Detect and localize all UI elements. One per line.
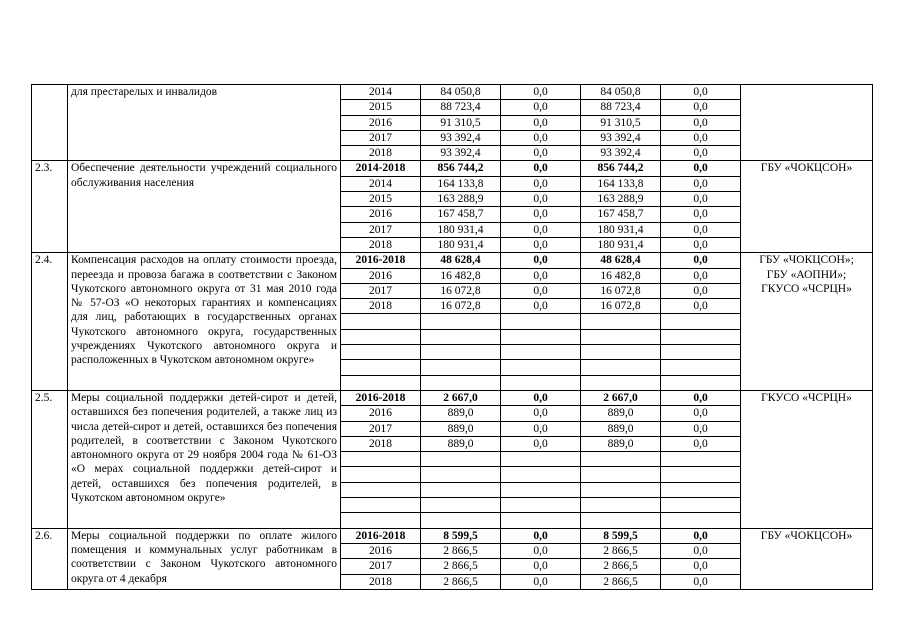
year-cell: 2015 [341,100,421,115]
year-cell: 2016 [341,115,421,130]
regional-cell: 856 744,2 [581,161,661,176]
total-cell: 164 133,8 [421,176,501,191]
year-cell: 2014-2018 [341,161,421,176]
regional-cell: 889,0 [581,406,661,421]
other-cell [661,345,741,360]
year-cell: 2016 [341,268,421,283]
regional-cell: 8 599,5 [581,528,661,543]
year-cell [341,375,421,390]
other-cell: 0,0 [661,207,741,222]
other-cell: 0,0 [661,100,741,115]
federal-cell: 0,0 [501,574,581,589]
section-number [32,85,68,161]
year-cell [341,467,421,482]
total-cell [421,498,501,513]
total-cell [421,452,501,467]
federal-cell [501,329,581,344]
regional-cell [581,329,661,344]
year-cell: 2018 [341,237,421,252]
federal-cell: 0,0 [501,528,581,543]
regional-cell: 889,0 [581,436,661,451]
year-cell: 2015 [341,192,421,207]
federal-cell: 0,0 [501,559,581,574]
total-cell [421,482,501,497]
total-cell: 84 050,8 [421,85,501,100]
regional-cell [581,452,661,467]
regional-cell: 93 392,4 [581,130,661,145]
section-number: 2.6. [32,528,68,589]
other-cell: 0,0 [661,406,741,421]
federal-cell [501,513,581,528]
year-cell: 2016 [341,207,421,222]
regional-cell: 2 866,5 [581,543,661,558]
federal-cell: 0,0 [501,222,581,237]
federal-cell: 0,0 [501,237,581,252]
total-cell: 2 866,5 [421,543,501,558]
federal-cell: 0,0 [501,192,581,207]
other-cell: 0,0 [661,192,741,207]
total-cell [421,467,501,482]
responsible-line: ГКУСО «ЧСРЦН» [761,282,852,295]
total-cell: 93 392,4 [421,130,501,145]
total-cell: 856 744,2 [421,161,501,176]
responsible-line: ГБУ «АОПНИ»; [766,268,847,281]
section-description: для престарелых и инвалидов [68,85,341,161]
regional-cell [581,467,661,482]
other-cell: 0,0 [661,85,741,100]
total-cell: 167 458,7 [421,207,501,222]
regional-cell: 88 723,4 [581,100,661,115]
federal-cell: 0,0 [501,146,581,161]
other-cell: 0,0 [661,436,741,451]
federal-cell: 0,0 [501,283,581,298]
total-cell: 93 392,4 [421,146,501,161]
year-cell: 2016-2018 [341,528,421,543]
total-cell: 2 866,5 [421,574,501,589]
regional-cell: 16 072,8 [581,283,661,298]
responsible-executor [741,253,873,391]
regional-cell: 93 392,4 [581,146,661,161]
other-cell: 0,0 [661,528,741,543]
year-cell [341,513,421,528]
year-cell: 2018 [341,436,421,451]
regional-cell: 2 667,0 [581,390,661,405]
federal-cell: 0,0 [501,421,581,436]
total-cell: 91 310,5 [421,115,501,130]
federal-cell [501,360,581,375]
total-cell [421,345,501,360]
other-cell: 0,0 [661,130,741,145]
year-cell [341,498,421,513]
section-description: Меры социальной поддержки детей-сирот и детей, оставшихся без попечения родителей, а также лиц из числа детей-сирот и детей, оставшихся без попечения родителей, в соответствии с Законом Чукотского автономного округа от 29 ноября 2004 года № 61-ОЗ «О мерах социальной поддержки детей-сирот и детей, оставшихся без попечения родителей, в Чукотском автономном округе» [68,390,341,528]
other-cell [661,482,741,497]
federal-cell: 0,0 [501,176,581,191]
table-row [32,85,873,100]
regional-cell [581,375,661,390]
other-cell: 0,0 [661,268,741,283]
responsible-line: ГБУ «ЧОКЦСОН»; [759,254,854,267]
other-cell [661,452,741,467]
federal-cell: 0,0 [501,253,581,268]
other-cell [661,360,741,375]
other-cell: 0,0 [661,543,741,558]
year-cell: 2016-2018 [341,253,421,268]
other-cell [661,513,741,528]
year-cell [341,452,421,467]
responsible-line: ГКУСО «ЧСРЦН» [761,391,852,404]
year-cell: 2017 [341,283,421,298]
year-cell: 2018 [341,299,421,314]
federal-cell [501,375,581,390]
federal-cell: 0,0 [501,299,581,314]
regional-cell: 164 133,8 [581,176,661,191]
total-cell [421,513,501,528]
year-cell: 2018 [341,574,421,589]
total-cell: 180 931,4 [421,222,501,237]
federal-cell: 0,0 [501,390,581,405]
regional-cell: 163 288,9 [581,192,661,207]
total-cell: 889,0 [421,436,501,451]
year-cell: 2017 [341,421,421,436]
regional-cell: 48 628,4 [581,253,661,268]
total-cell [421,360,501,375]
other-cell: 0,0 [661,115,741,130]
year-cell [341,329,421,344]
responsible-executor [741,161,873,253]
year-cell: 2014 [341,176,421,191]
federal-cell [501,345,581,360]
year-cell: 2016 [341,406,421,421]
regional-cell [581,482,661,497]
other-cell: 0,0 [661,421,741,436]
regional-cell [581,498,661,513]
federal-cell [501,452,581,467]
table-row [32,390,873,405]
federal-cell: 0,0 [501,268,581,283]
table-row [32,253,873,268]
federal-cell: 0,0 [501,543,581,558]
other-cell [661,467,741,482]
responsible-line: ГБУ «ЧОКЦСОН» [760,529,853,542]
federal-cell: 0,0 [501,207,581,222]
regional-cell [581,345,661,360]
other-cell [661,498,741,513]
year-cell: 2014 [341,85,421,100]
table-row [32,161,873,176]
responsible-executor [741,528,873,589]
federal-cell: 0,0 [501,85,581,100]
other-cell: 0,0 [661,253,741,268]
regional-cell: 2 866,5 [581,559,661,574]
total-cell: 889,0 [421,406,501,421]
total-cell [421,375,501,390]
responsible-line: ГБУ «ЧОКЦСОН» [760,162,853,175]
year-cell [341,482,421,497]
year-cell: 2017 [341,222,421,237]
other-cell: 0,0 [661,222,741,237]
regional-cell: 180 931,4 [581,222,661,237]
budget-table [31,84,873,590]
year-cell: 2016 [341,543,421,558]
regional-cell [581,513,661,528]
regional-cell: 180 931,4 [581,237,661,252]
regional-cell: 2 866,5 [581,574,661,589]
regional-cell: 167 458,7 [581,207,661,222]
total-cell [421,329,501,344]
year-cell: 2016-2018 [341,390,421,405]
total-cell: 48 628,4 [421,253,501,268]
other-cell: 0,0 [661,146,741,161]
responsible-executor [741,390,873,528]
regional-cell: 91 310,5 [581,115,661,130]
federal-cell [501,498,581,513]
total-cell: 163 288,9 [421,192,501,207]
total-cell: 180 931,4 [421,237,501,252]
total-cell: 16 072,8 [421,299,501,314]
section-description: Компенсация расходов на оплату стоимости проезда, переезда и провоза багажа в соответствии с Законом Чукотского автономного округа от 31 мая 2010 года № 57-ОЗ «О некоторых гарантиях и компенсациях для лиц, работающих в государственных органах Чукотского автономного округа, государственных учреждениях Чукотского автономного округа и расположенных в Чукотском автономном округе» [68,253,341,391]
federal-cell [501,467,581,482]
section-description: Обеспечение деятельности учреждений социального обслуживания населения [68,161,341,253]
total-cell: 88 723,4 [421,100,501,115]
table-body [32,85,873,590]
total-cell: 16 482,8 [421,268,501,283]
section-number: 2.3. [32,161,68,253]
regional-cell: 889,0 [581,421,661,436]
regional-cell: 16 482,8 [581,268,661,283]
responsible-executor [741,85,873,161]
other-cell: 0,0 [661,299,741,314]
other-cell [661,375,741,390]
year-cell: 2017 [341,559,421,574]
other-cell: 0,0 [661,176,741,191]
federal-cell: 0,0 [501,436,581,451]
federal-cell [501,482,581,497]
other-cell [661,329,741,344]
federal-cell: 0,0 [501,100,581,115]
table-row [32,528,873,543]
regional-cell [581,360,661,375]
year-cell: 2017 [341,130,421,145]
section-description: Меры социальной поддержки по оплате жилого помещения и коммунальных услуг работникам в соответствии с Законом Чукотского автономного округа от 4 декабря [68,528,341,589]
other-cell: 0,0 [661,574,741,589]
regional-cell [581,314,661,329]
total-cell: 889,0 [421,421,501,436]
federal-cell: 0,0 [501,406,581,421]
total-cell: 2 866,5 [421,559,501,574]
federal-cell: 0,0 [501,161,581,176]
federal-cell [501,314,581,329]
other-cell: 0,0 [661,237,741,252]
other-cell: 0,0 [661,283,741,298]
federal-cell: 0,0 [501,130,581,145]
total-cell: 8 599,5 [421,528,501,543]
section-number: 2.4. [32,253,68,391]
section-number: 2.5. [32,390,68,528]
regional-cell: 16 072,8 [581,299,661,314]
federal-cell: 0,0 [501,115,581,130]
year-cell [341,360,421,375]
other-cell: 0,0 [661,390,741,405]
total-cell: 16 072,8 [421,283,501,298]
other-cell [661,314,741,329]
other-cell: 0,0 [661,161,741,176]
total-cell [421,314,501,329]
year-cell [341,345,421,360]
year-cell: 2018 [341,146,421,161]
regional-cell: 84 050,8 [581,85,661,100]
other-cell: 0,0 [661,559,741,574]
year-cell [341,314,421,329]
total-cell: 2 667,0 [421,390,501,405]
